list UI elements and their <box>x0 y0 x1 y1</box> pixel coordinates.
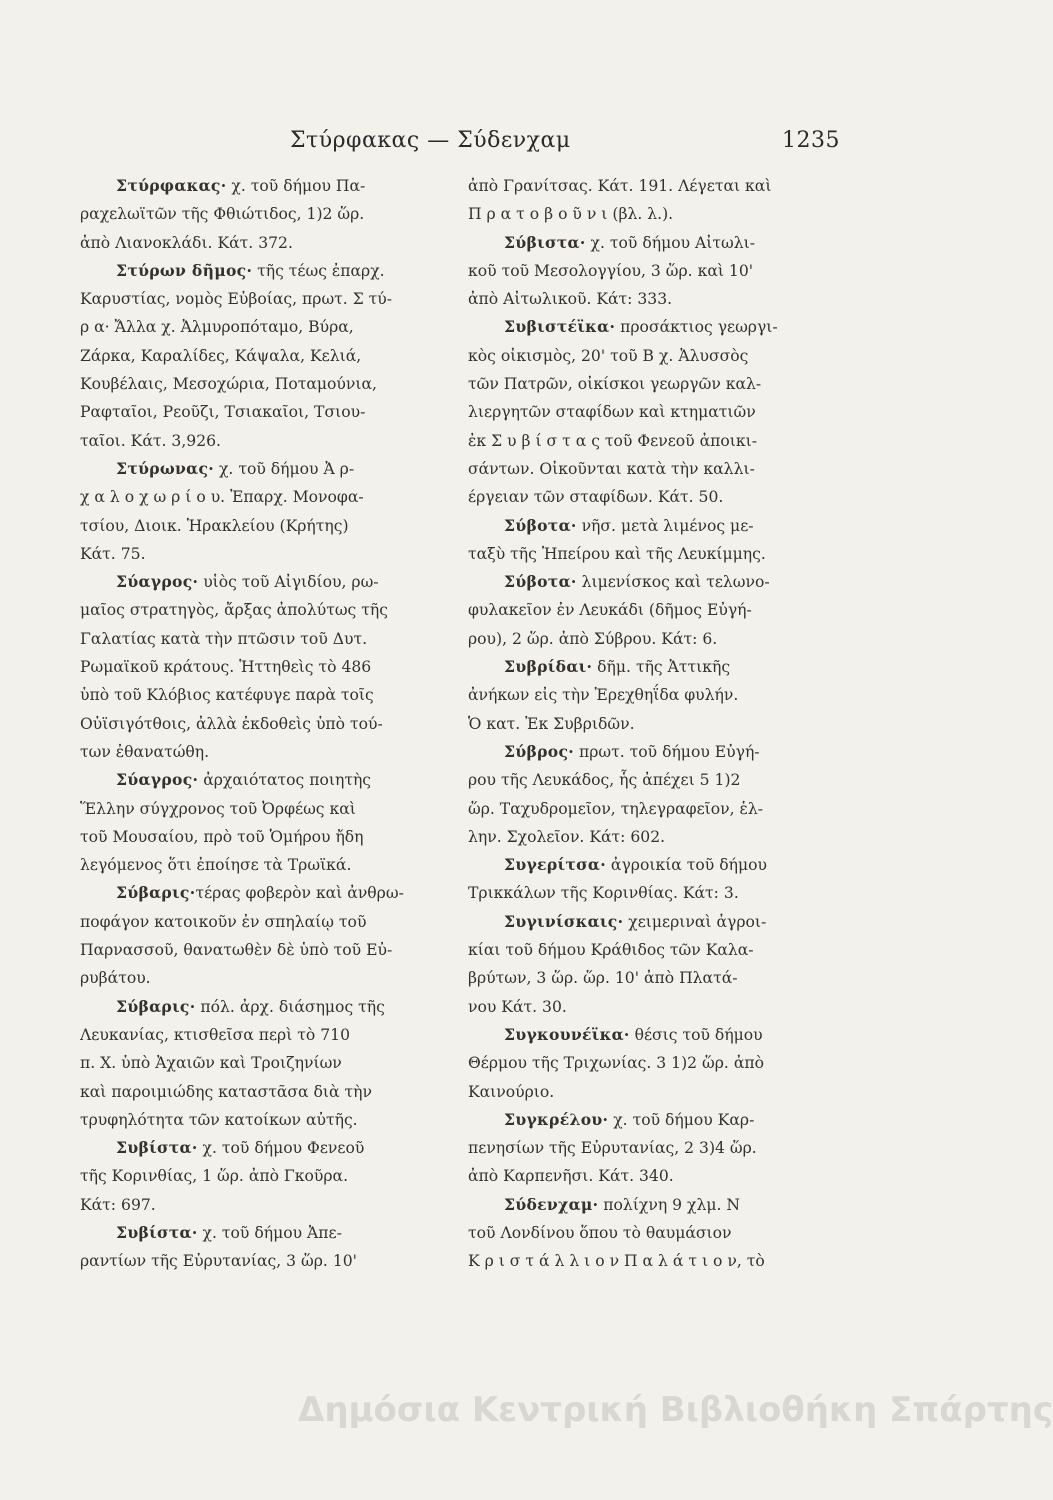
entry-text: χ α λ ο χ ω ρ ί ο υ. Ἐπαρχ. Μονοφα- <box>80 488 364 507</box>
entry-line <box>468 1134 840 1162</box>
dictionary-entry <box>468 172 840 229</box>
entry-headword: Συβίστα· <box>116 1222 198 1242</box>
entry-line <box>468 370 840 398</box>
entry-line <box>468 1078 840 1106</box>
entry-headword: Στύρων δῆμος· <box>116 260 253 280</box>
entry-headword: Σύαγρος· <box>116 770 199 790</box>
entry-line <box>468 766 840 794</box>
entry-text: χ. τοῦ δήμου Ἀπε- <box>197 1223 342 1242</box>
entry-headword: Συγερίτσα· <box>504 855 606 875</box>
entry-line <box>80 540 442 568</box>
entry-text: φυλακεῖον ἐν Λευκάδι (δῆμος Εὐγή- <box>468 601 752 620</box>
entry-text: ταῖοι. Κάτ. 3,926. <box>80 431 222 450</box>
entry-text: ὑπὸ τοῦ Κλόβιος κατέφυγε παρὰ τοῖς <box>80 686 374 705</box>
entry-text: λην. Σχολεῖον. Κάτ: 602. <box>468 827 666 846</box>
dictionary-entry <box>468 653 840 738</box>
entry-line <box>468 568 840 596</box>
entry-headword: Σύβρος· <box>504 741 574 761</box>
entry-line <box>80 1162 442 1190</box>
entry-line <box>468 285 840 313</box>
entry-text: ὥρ. Ταχυδρομεῖον, τηλεγραφεῖον, ἑλ- <box>468 799 764 818</box>
entry-line <box>468 229 840 257</box>
entry-line <box>468 710 840 738</box>
entry-text: ἀπὸ Αἰτωλικοῦ. Κάτ: 333. <box>468 290 673 309</box>
running-head <box>290 128 840 164</box>
entry-line <box>80 851 442 879</box>
entry-text: π. Χ. ὑπὸ Ἀχαιῶν καὶ Τροιζηνίων <box>80 1054 342 1073</box>
entry-text: χειμεριναὶ ἀγροι- <box>623 912 767 931</box>
entry-line <box>80 313 442 341</box>
dictionary-entry <box>80 993 442 1134</box>
page-number: 1235 <box>782 128 840 153</box>
entry-text: ἐκ Σ υ β ί σ τ α ς τοῦ Φενεοῦ ἀποικι- <box>468 431 758 450</box>
entry-text: των ἐθανατώθη. <box>80 742 210 761</box>
entry-text: Κάτ: 697. <box>80 1195 156 1214</box>
entry-text: χ. τοῦ δήμου Αἰτωλι- <box>585 233 756 252</box>
entry-text: Ζάρκα, Καραλίδες, Κάψαλα, Κελιά, <box>80 346 362 365</box>
entry-text: Κουβέλαις, Μεσοχώρια, Ποταμούνια, <box>80 375 377 394</box>
left-column <box>80 172 442 1276</box>
entry-text: ρου τῆς Λευκάδος, ἧς ἀπέχει 5 1)2 <box>468 771 741 790</box>
entry-line <box>468 596 840 624</box>
entry-headword: Σύβοτα· <box>504 572 577 592</box>
entry-line <box>80 172 442 200</box>
entry-text: ραντίων τῆς Εὐρυτανίας, 3 ὥρ. 10' <box>80 1252 357 1271</box>
entry-text: Τρικκάλων τῆς Κορινθίας. Κάτ: 3. <box>468 884 739 903</box>
entry-headword: Συβιστέϊκα· <box>504 317 616 337</box>
dictionary-entry <box>80 455 442 568</box>
entry-line <box>468 1219 840 1247</box>
entry-text: τσίου, Διοικ. Ἡρακλείου (Κρήτης) <box>80 516 349 535</box>
entry-text: χ. τοῦ δήμου Πα- <box>226 177 366 195</box>
entry-line <box>80 1219 442 1247</box>
entry-text: κίαι τοῦ δήμου Κράθιδος τῶν Καλα- <box>468 941 754 960</box>
entry-line <box>80 427 442 455</box>
dictionary-entry <box>468 313 840 511</box>
entry-text: τοῦ Λονδίνου ὅπου τὸ θαυμάσιον <box>468 1223 732 1242</box>
entry-headword: Σύβιστα· <box>504 232 586 252</box>
entry-line <box>80 398 442 426</box>
entry-line <box>80 964 442 992</box>
entry-text: ἀπὸ Γρανίτσας. Κάτ. 191. Λέγεται καὶ <box>468 177 772 195</box>
entry-headword: Συγινίσκαις· <box>504 911 624 931</box>
entry-line <box>468 908 840 936</box>
entry-line <box>80 795 442 823</box>
entry-line <box>468 681 840 709</box>
entry-text: ἀρχαιότατος ποιητὴς <box>198 771 372 790</box>
entry-text: κοῦ τοῦ Μεσολογγίου, 3 ὥρ. καὶ 10' <box>468 261 754 280</box>
entry-line <box>468 1191 840 1219</box>
entry-headword: Στύρφακας· <box>116 176 227 195</box>
entry-line <box>468 653 840 681</box>
entry-text: Θέρμου τῆς Τριχωνίας. 3 1)2 ὥρ. ἀπὸ <box>468 1054 764 1073</box>
dictionary-entry <box>80 257 442 455</box>
entry-text: πολίχνη 9 χλμ. Ν <box>598 1195 741 1214</box>
entry-headword: Σύβαρις· <box>116 883 196 903</box>
dictionary-entry <box>80 879 442 992</box>
entry-line <box>468 879 840 907</box>
entry-line <box>468 455 840 483</box>
entry-line <box>468 427 840 455</box>
entry-text: τοῦ Μουσαίου, πρὸ τοῦ Ὁμήρου ἤδη <box>80 827 364 846</box>
entry-text: Γαλατίας κατὰ τὴν πτῶσιν τοῦ Δυτ. <box>80 629 368 648</box>
entry-line <box>468 1049 840 1077</box>
right-column <box>468 172 840 1276</box>
entry-headword: Στύρωνας· <box>116 458 214 478</box>
entry-line <box>468 200 840 228</box>
entry-text: τῶν Πατρῶν, οἰκίσκοι γεωργῶν καλ- <box>468 375 762 394</box>
entry-line <box>80 823 442 851</box>
entry-text: προσάκτιος γεωργι- <box>615 318 778 337</box>
entry-headword: Συγκρέλου· <box>504 1109 609 1129</box>
entry-text: ρυβάτου. <box>80 969 151 988</box>
entry-line <box>468 313 840 341</box>
entry-line <box>468 625 840 653</box>
entry-text: Κ ρ ι σ τ ά λ λ ι ο ν Π α λ ά τ ι ο ν, τὸ <box>468 1252 765 1271</box>
dictionary-entry <box>80 1219 442 1276</box>
entry-line <box>80 681 442 709</box>
entry-line <box>468 795 840 823</box>
entry-line <box>80 342 442 370</box>
entry-text: σάντων. Οἰκοῦνται κατὰ τὴν καλλι- <box>468 459 755 478</box>
entry-line <box>80 285 442 313</box>
entry-line <box>468 512 840 540</box>
entry-line <box>80 738 442 766</box>
entry-line <box>468 1021 840 1049</box>
entry-line <box>80 1106 442 1134</box>
entry-text: πρωτ. τοῦ δήμου Εὐγή- <box>574 742 760 761</box>
entry-text: έργειαν τῶν σταφίδων. Κάτ. 50. <box>468 488 724 507</box>
entry-text: Καρυστίας, νομὸς Εὐβοίας, πρωτ. Σ τύ- <box>80 290 393 309</box>
entry-text: πενησίων τῆς Εὐρυτανίας, 2 3)4 ὥρ. <box>468 1139 757 1158</box>
entry-line <box>80 710 442 738</box>
entry-text: κὸς οἰκισμὸς, 20' τοῦ Β χ. Ἀλυσσὸς <box>468 346 749 365</box>
entry-line <box>80 653 442 681</box>
dictionary-entry <box>80 1134 442 1219</box>
dictionary-entry <box>468 851 840 908</box>
entry-line <box>80 370 442 398</box>
entry-text: ἀπὸ Λιανοκλάδι. Κάτ. 372. <box>80 233 293 252</box>
entry-line <box>80 766 442 794</box>
entry-line <box>80 908 442 936</box>
entry-text: θέσις τοῦ δήμου <box>629 1025 763 1044</box>
entry-text: Ρωμαϊκοῦ κράτους. Ἡττηθεὶς τὸ 486 <box>80 658 372 677</box>
entry-line <box>80 568 442 596</box>
entry-line <box>468 1106 840 1134</box>
entry-text: Π ρ α τ ο β ο ῦ ν ι (βλ. λ.). <box>468 205 674 224</box>
entry-text: μαῖος στρατηγὸς, ἄρξας ἀπολύτως τῆς <box>80 601 388 620</box>
dictionary-entry <box>468 908 840 1021</box>
entry-line <box>80 1191 442 1219</box>
entry-text: ἀπὸ Καρπενῆσι. Κάτ. 340. <box>468 1167 674 1186</box>
entry-line <box>80 936 442 964</box>
entry-text: λιεργητῶν σταφίδων καὶ κτηματιῶν <box>468 403 756 422</box>
entry-line <box>80 596 442 624</box>
entry-text: υἱὸς τοῦ Αἰγιδίου, ρω- <box>198 573 379 592</box>
entry-text: ἀγροικία τοῦ δήμου <box>605 856 767 875</box>
entry-line <box>468 257 840 285</box>
entry-line <box>80 993 442 1021</box>
library-watermark: Δημόσια Κεντρική Βιβλιοθήκη Σπάρτης <box>298 1390 1053 1430</box>
entry-text: χ. τοῦ δήμου Φενεοῦ <box>197 1139 365 1158</box>
entry-headword: Συβίστα· <box>116 1138 198 1158</box>
entry-line <box>468 823 840 851</box>
entry-text: καὶ παροιμιώδης καταστᾶσα διὰ τὴν <box>80 1082 372 1101</box>
entry-text: ραχελωϊτῶν τῆς Φθιώτιδος, 1)2 ὥρ. <box>80 205 365 224</box>
entry-headword: Σύβοτα· <box>504 515 577 535</box>
dictionary-entry <box>468 512 840 569</box>
entry-line <box>80 483 442 511</box>
entry-line <box>80 1021 442 1049</box>
dictionary-entry <box>468 738 840 851</box>
entry-text: νῆσ. μετὰ λιμένος με- <box>576 516 754 535</box>
entry-text: Οὐϊσιγότθοις, ἀλλὰ ἐκδοθεὶς ὑπὸ τού- <box>80 714 383 733</box>
entry-text: Παρνασσοῦ, θανατωθὲν δὲ ὑπὸ τοῦ Εὐ- <box>80 941 393 960</box>
entry-headword: Σύβαρις· <box>116 996 196 1016</box>
entry-text: χ. τοῦ δήμου Ἀ ρ- <box>214 459 355 478</box>
entry-text: τῆς τέως ἐπαρχ. <box>252 261 385 280</box>
entry-line <box>80 625 442 653</box>
dictionary-entry <box>468 568 840 653</box>
entry-text: Κάτ. 75. <box>80 544 146 563</box>
entry-text: τῆς Κορινθίας, 1 ὥρ. ἀπὸ Γκοῦρα. <box>80 1167 349 1186</box>
entry-text: δῆμ. τῆς Ἀττικῆς <box>592 658 731 677</box>
entry-text: βρύτων, 3 ὥρ. ὥρ. 10' ἀπὸ Πλατά- <box>468 969 738 988</box>
entry-line <box>80 512 442 540</box>
entry-text: Ἕλλην σύγχρονος τοῦ Ὀρφέως καὶ <box>80 799 356 818</box>
entry-text: λεγόμενος ὅτι ἐποίησε τὰ Τρωϊκά. <box>80 856 352 875</box>
entry-line <box>468 483 840 511</box>
entry-text: τέρας φοβερὸν καὶ ἀνθρω- <box>195 884 404 903</box>
dictionary-entry <box>80 568 442 766</box>
entry-line <box>468 993 840 1021</box>
dictionary-entry <box>468 229 840 314</box>
dictionary-entry <box>80 172 442 257</box>
entry-text: πόλ. ἀρχ. διάσημος τῆς <box>195 997 385 1016</box>
entry-line <box>468 1247 840 1275</box>
entry-line <box>468 936 840 964</box>
entry-text: τρυφηλότητα τῶν κατοίκων αὐτῆς. <box>80 1110 358 1129</box>
entry-text: νου Κάτ. 30. <box>468 997 567 1016</box>
entry-line <box>468 738 840 766</box>
entry-line <box>468 1162 840 1190</box>
entry-text: Λευκανίας, κτισθεῖσα περὶ τὸ 710 <box>80 1025 351 1044</box>
dictionary-entry <box>468 1106 840 1191</box>
entry-line <box>468 172 840 200</box>
entry-text: ρου), 2 ὥρ. ἀπὸ Σύβρου. Κάτ: 6. <box>468 629 718 648</box>
entry-line <box>80 879 442 907</box>
entry-line <box>468 964 840 992</box>
entry-line <box>80 1078 442 1106</box>
dictionary-entry <box>468 1021 840 1106</box>
entry-headword: Συγκουνέϊκα· <box>504 1024 630 1044</box>
entry-text: ταξὺ τῆς Ἠπείρου καὶ τῆς Λευκίμμης. <box>468 544 766 563</box>
entry-line <box>80 200 442 228</box>
entry-text: ποφάγον κατοικοῦν ἐν σπηλαίῳ τοῦ <box>80 912 367 931</box>
entry-line <box>468 342 840 370</box>
entry-text: Ραφταῖοι, Ρεοῦζι, Τσιακαῖοι, Τσιου- <box>80 403 366 422</box>
entry-line <box>80 257 442 285</box>
entry-text: Ὁ κατ. Ἐκ Συβριδῶν. <box>468 714 635 733</box>
entry-headword: Σύαγρος· <box>116 572 199 592</box>
entry-line <box>80 229 442 257</box>
entry-headword: Σύδενχαμ· <box>504 1194 599 1214</box>
entry-line <box>80 1247 442 1275</box>
entry-line <box>80 1049 442 1077</box>
dictionary-entry <box>80 766 442 879</box>
entry-text: ἀνήκων εἰς τὴν Ἐρεχθηΐδα φυλήν. <box>468 686 739 705</box>
entry-line <box>80 455 442 483</box>
entry-line <box>468 398 840 426</box>
dictionary-entry <box>468 1191 840 1276</box>
entry-line <box>468 851 840 879</box>
entry-line <box>468 540 840 568</box>
entry-text: ρ α· Ἄλλα χ. Ἀλμυροπόταμο, Βύρα, <box>80 318 354 337</box>
entry-headword: Συβρίδαι· <box>504 657 593 677</box>
entry-text: Καινούριο. <box>468 1082 555 1101</box>
entry-text: χ. τοῦ δήμου Καρ- <box>608 1110 755 1129</box>
entry-text: λιμενίσκος καὶ τελωνο- <box>576 573 770 592</box>
entry-line <box>80 1134 442 1162</box>
page-title: Στύρφακας — Σύδενχαμ <box>290 128 571 153</box>
